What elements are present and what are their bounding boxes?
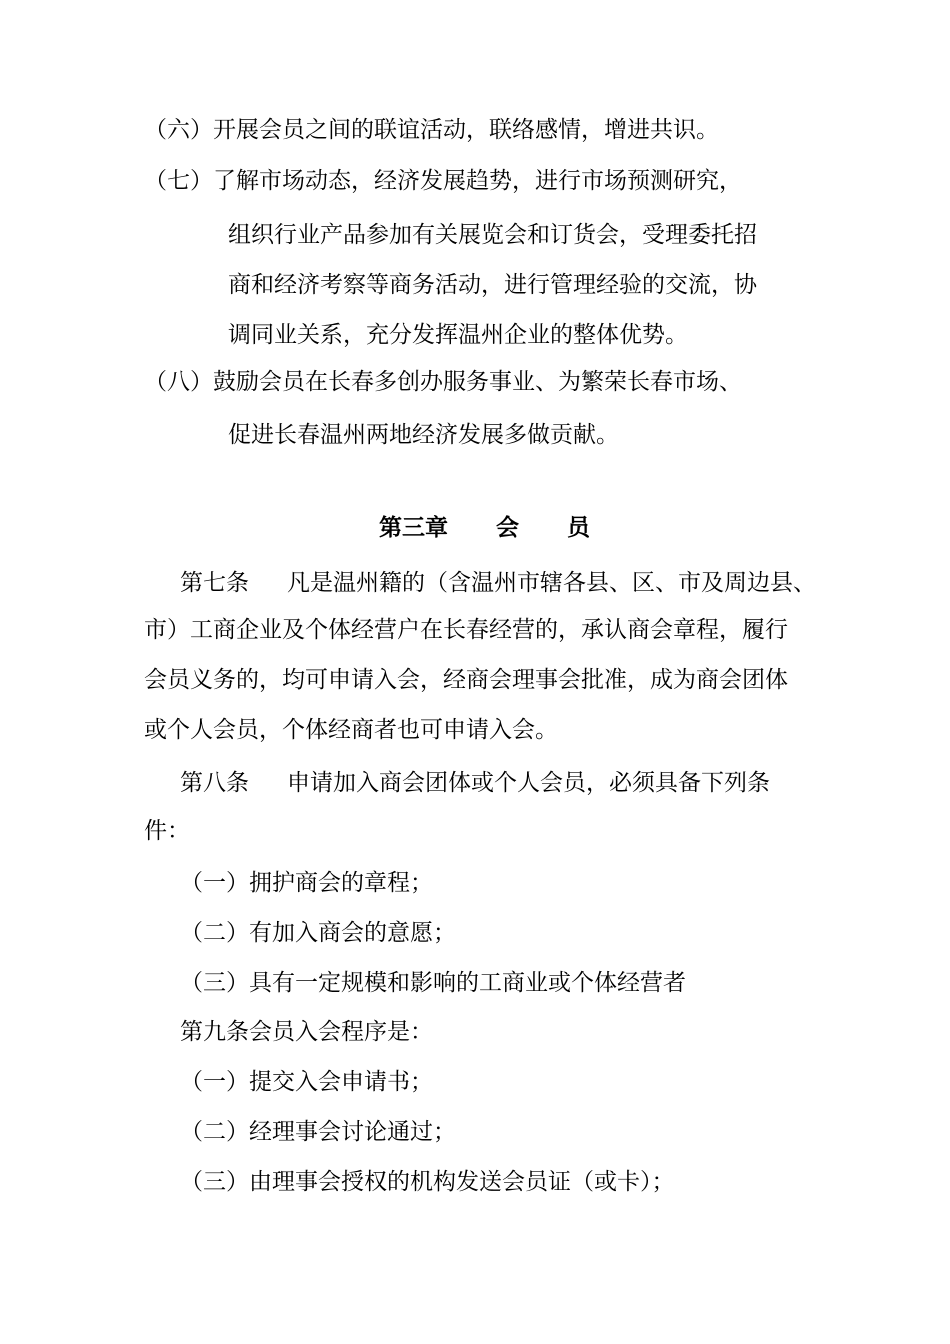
article7-label: 第七条 <box>180 570 249 596</box>
article9-item-1: （一）提交入会申请书； <box>180 1069 433 1095</box>
article7-text-1: 凡是温州籍的（含温州市辖各县、区、市及周边县、 <box>287 570 816 596</box>
article9-heading: 第九条会员入会程序是： <box>180 1019 433 1045</box>
article7-line4: 或个人会员，个体经商者也可申请入会。 <box>144 717 558 743</box>
list-item-8-line2: 促进长春温州两地经济发展多做贡献。 <box>228 422 619 448</box>
list-item-8-line1: （八）鼓励会员在长春多创办服务事业、为繁荣长春市场、 <box>144 369 742 395</box>
article9-item-2: （二）经理事会讨论通过； <box>180 1119 456 1145</box>
list-item-7-line3: 商和经济考察等商务活动，进行管理经验的交流，协 <box>228 272 757 298</box>
list-item-7-line1: （七）了解市场动态，经济发展趋势，进行市场预测研究， <box>144 168 742 194</box>
list-item-7-line2: 组织行业产品参加有关展览会和订货会，受理委托招 <box>228 222 757 248</box>
article8-item-3: （三）具有一定规模和影响的工商业或个体经营者 <box>180 970 686 996</box>
article7-line2: 市）工商企业及个体经营户在长春经营的，承认商会章程，履行 <box>144 617 788 643</box>
article8-item-1: （一）拥护商会的章程； <box>180 870 433 896</box>
article8-text-1: 申请加入商会团体或个人会员，必须具备下列条 <box>287 770 770 796</box>
article7-line3: 会员义务的，均可申请入会，经商会理事会批准，成为商会团体 <box>144 667 788 693</box>
article8-line2: 件： <box>144 818 190 844</box>
chapter-heading <box>379 512 590 544</box>
article9-item-3: （三）由理事会授权的机构发送会员证（或卡）； <box>180 1169 675 1195</box>
list-item-7-line4: 调同业关系，充分发挥温州企业的整体优势。 <box>228 322 688 348</box>
article8-item-2: （二）有加入商会的意愿； <box>180 920 456 946</box>
article8-line1 <box>180 767 770 799</box>
article8-label: 第八条 <box>180 770 249 796</box>
chapter-title-part2: 员 <box>567 515 590 541</box>
article7-line1 <box>180 567 816 599</box>
chapter-number: 第三章 <box>379 515 448 541</box>
chapter-title-part1: 会 <box>496 515 519 541</box>
list-item-6: （六）开展会员之间的联谊活动，联络感情，增进共识。 <box>144 117 719 143</box>
